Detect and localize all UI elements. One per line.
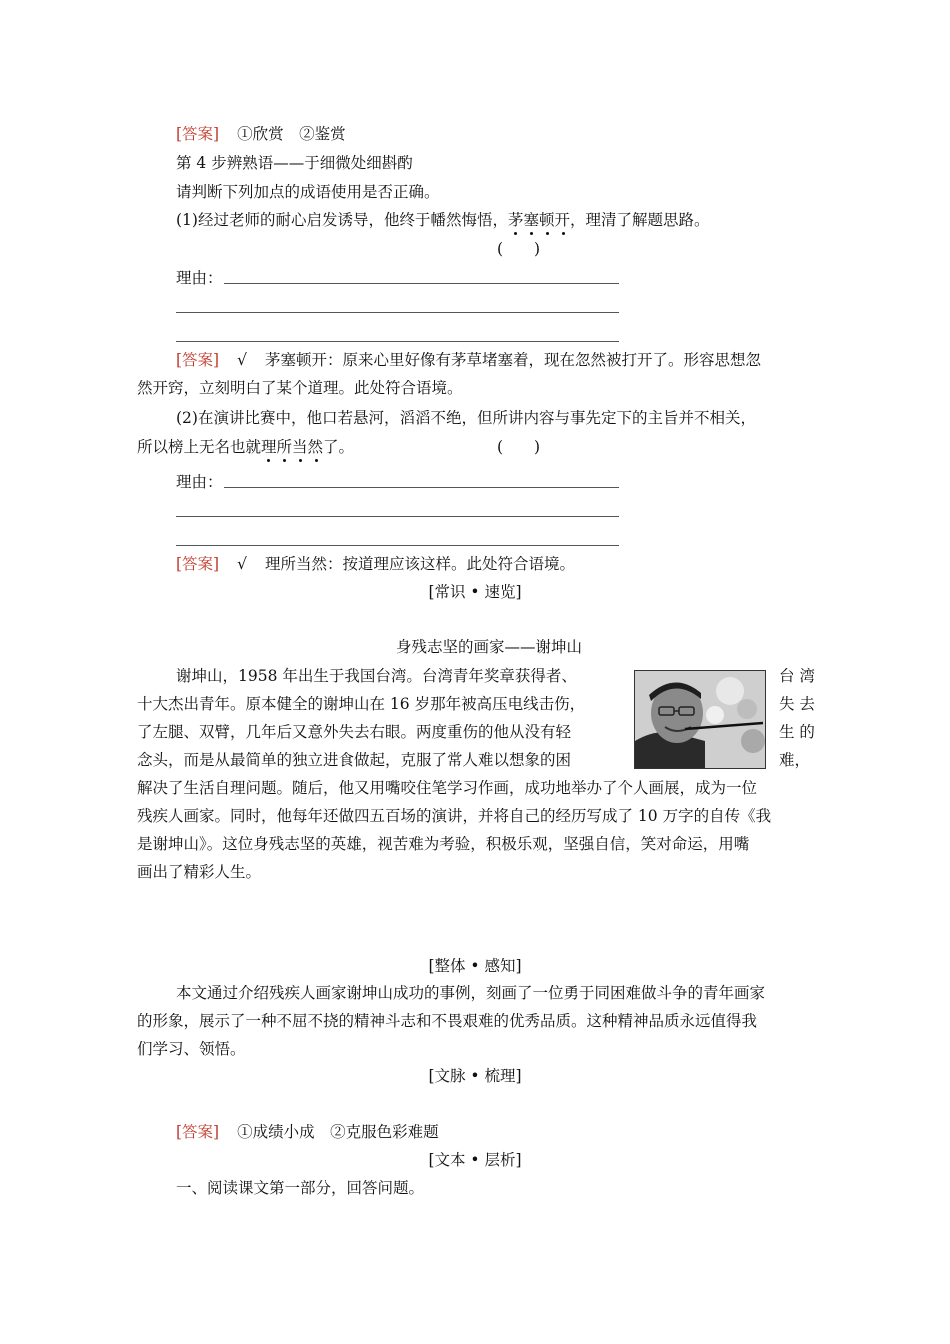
portrait-photo [634,670,766,769]
article-p-l3-end: 生 的 [779,723,815,741]
article-p-l2-end: 失 去 [779,695,815,713]
answer-tag: [答案] [176,125,220,143]
q2-idiom: 理所当然 [261,437,323,457]
q1-check: √ [237,351,247,369]
q2-check: √ [237,555,247,573]
section-context: [文脉 • 梳理] [428,1067,522,1085]
article-p-l2: 十大杰出青年。原本健全的谢坤山在 16 岁那年被高压电线击伤， [137,695,586,713]
reason-rule [224,283,619,284]
answer-line-q1 [176,350,761,370]
answer-paren-2: ( ) [497,438,541,456]
section-overall: [整体 • 感知] [428,957,522,975]
reason-rule [176,545,619,546]
overall-l1: 本文通过介绍残疾人画家谢坤山成功的事例，刻画了一位勇于同困难做斗争的青年画家 [176,984,766,1002]
context-answer-line [176,1122,439,1142]
reason-label-2: 理由： [176,473,223,491]
q1-answer-l1: 茅塞顿开：原来心里好像有茅草堵塞着，现在忽然被打开了。形容思想忽 [265,351,762,369]
article-title: 身残志坚的画家——谢坤山 [396,638,583,656]
answer-text: ①欣赏 ②鉴赏 [237,125,346,143]
text-question: 一、阅读课文第一部分，回答问题。 [176,1179,425,1197]
article-p-l8: 画出了精彩人生。 [137,863,262,881]
answer-tag: [答案] [176,351,220,369]
article-p-l5: 解决了生活自理问题。随后，他又用嘴咬住笔学习作画，成功地举办了个人画展，成为一位 [137,779,758,797]
reason-rule [176,312,619,313]
q1-idiom: 茅塞顿开 [508,210,570,230]
question-2-l2 [137,437,354,457]
article-p-l3: 了左腿、双臂，几年后又意外失去右眼。两度重伤的他从没有轻 [137,723,572,741]
answer-line-q2 [176,554,575,574]
reason-rule [176,516,619,517]
article-p-l1: 谢坤山，1958 年出生于我国台湾。台湾青年奖章获得者、 [176,667,577,685]
reason-rule [176,341,619,342]
article-p-l6: 残疾人画家。同时，他每年还做四五百场的演讲，并将自己的经历写成了 10 万字的自传《我 [137,807,772,825]
article-p-l1-end: 台 湾 [779,667,815,685]
reason-rule [224,487,619,488]
instruction: 请判断下列加点的成语使用是否正确。 [176,183,440,201]
q2-answer: 理所当然：按道理应该这样。此处符合语境。 [265,555,576,573]
article-p-l7: 是谢坤山》。这位身残志坚的英雄，视苦难为考验，积极乐观，坚强自信，笑对命运，用嘴 [137,835,750,853]
context-answer: ①成绩小成 ②克服色彩难题 [237,1123,439,1141]
q2-post: 了。 [323,438,355,456]
overall-l2: 的形象，展示了一种不屈不挠的精神斗志和不畏艰难的优秀品质。这种精神品质永远值得我 [137,1012,758,1030]
section-common: [常识 • 速览] [428,583,522,601]
q1-post: ，理清了解题思路。 [569,211,710,229]
question-2-l1: (2)在演讲比赛中，他口若悬河，滔滔不绝，但所讲内容与事先定下的主旨并不相关， [176,409,756,427]
answer-tag: [答案] [176,555,220,573]
step-title: 第 4 步辨熟语——于细微处细斟酌 [176,154,413,172]
reason-label-1: 理由： [176,269,223,287]
q2-pre: 所以榜上无名也就 [137,438,262,456]
overall-l3: 们学习、领悟。 [137,1040,246,1058]
q1-pre: (1)经过老师的耐心启发诱导，他终于幡然悔悟， [176,211,508,229]
section-text: [文本 • 层析] [428,1151,522,1169]
q1-answer-l2: 然开窍，立刻明白了某个道理。此处符合语境。 [137,379,463,397]
answer-line-1 [176,124,346,144]
painter-photo-image [635,671,765,768]
answer-paren-1: ( ) [497,240,541,258]
question-1 [176,210,710,230]
article-p-l4-end: 难， [779,751,811,769]
article-p-l4: 念头，而是从最简单的独立进食做起，克服了常人难以想象的困 [137,751,572,769]
answer-tag: [答案] [176,1123,220,1141]
